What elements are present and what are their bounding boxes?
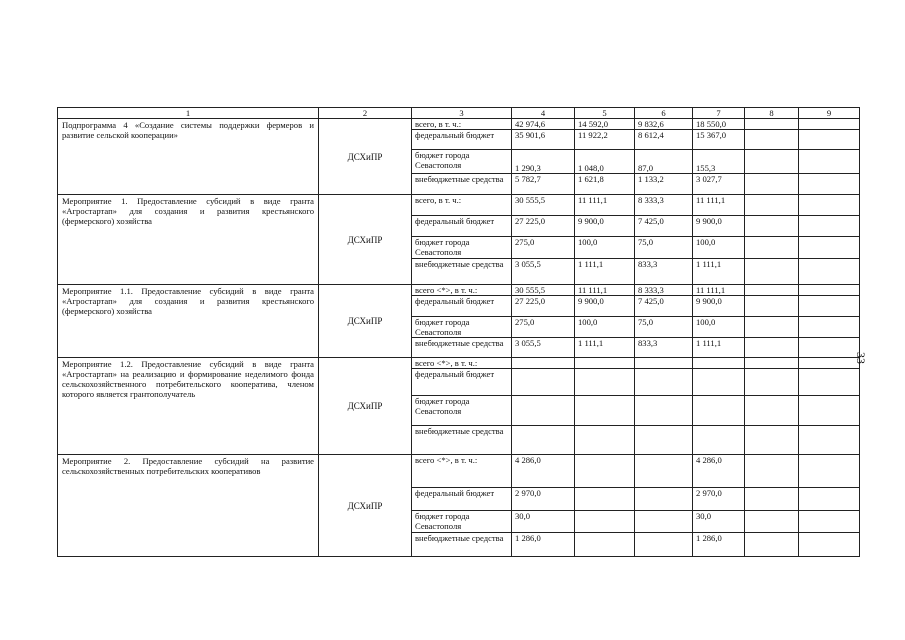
amount-cell (575, 358, 635, 369)
funding-source: федеральный бюджет (412, 130, 512, 150)
amount-cell (635, 533, 693, 557)
amount-cell (745, 150, 799, 174)
amount-cell (799, 317, 860, 338)
amount-cell: 30,0 (512, 511, 575, 533)
amount-cell: 3 055,5 (512, 259, 575, 285)
amount-cell: 30,0 (693, 511, 745, 533)
amount-cell: 14 592,0 (575, 119, 635, 130)
amount-cell (635, 488, 693, 511)
responsible-executor: ДСХиПР (319, 285, 412, 358)
amount-cell: 8 612,4 (635, 130, 693, 150)
amount-cell: 275,0 (512, 237, 575, 259)
table-row (58, 358, 860, 369)
amount-cell (745, 511, 799, 533)
funding-source: всего <*>, в т. ч.: (412, 455, 512, 488)
amount-cell: 11 111,1 (575, 195, 635, 216)
amount-cell: 5 782,7 (512, 174, 575, 195)
program-title: Мероприятие 1.1. Предоставление субсидий в виде гранта «Агростартап» для создания и развития крестьянского (фермерского) хозяйства (58, 285, 319, 358)
column-number: 6 (635, 108, 693, 119)
table-row (58, 119, 860, 130)
amount-cell (575, 511, 635, 533)
amount-cell (693, 396, 745, 426)
amount-cell (745, 119, 799, 130)
program-title: Мероприятие 2. Предоставление субсидий на развитие сельскохозяйственных потребительских кооперативов (58, 455, 319, 557)
amount-cell: 275,0 (512, 317, 575, 338)
amount-cell (799, 358, 860, 369)
amount-cell: 4 286,0 (512, 455, 575, 488)
amount-cell (745, 533, 799, 557)
amount-cell (799, 455, 860, 488)
amount-cell (512, 396, 575, 426)
amount-cell (799, 130, 860, 150)
amount-cell: 87,0 (635, 150, 693, 174)
funding-source: федеральный бюджет (412, 216, 512, 237)
amount-cell (635, 396, 693, 426)
amount-cell: 1 111,1 (693, 338, 745, 358)
funding-source: всего <*>, в т. ч.: (412, 285, 512, 296)
amount-cell: 30 555,5 (512, 195, 575, 216)
amount-cell (799, 285, 860, 296)
funding-source: всего <*>, в т. ч.: (412, 358, 512, 369)
amount-cell: 833,3 (635, 338, 693, 358)
responsible-executor: ДСХиПР (319, 455, 412, 557)
funding-source: федеральный бюджет (412, 369, 512, 396)
amount-cell: 4 286,0 (693, 455, 745, 488)
funding-source: бюджет города Севастополя (412, 237, 512, 259)
amount-cell (512, 369, 575, 396)
amount-cell (745, 174, 799, 195)
amount-cell (745, 216, 799, 237)
amount-cell (799, 174, 860, 195)
amount-cell: 1 286,0 (693, 533, 745, 557)
column-number: 2 (319, 108, 412, 119)
amount-cell: 75,0 (635, 237, 693, 259)
amount-cell: 9 832,6 (635, 119, 693, 130)
amount-cell: 1 111,1 (575, 338, 635, 358)
amount-cell: 9 900,0 (693, 216, 745, 237)
responsible-executor: ДСХиПР (319, 195, 412, 285)
amount-cell (693, 358, 745, 369)
amount-cell: 3 027,7 (693, 174, 745, 195)
amount-cell (745, 455, 799, 488)
column-number: 1 (58, 108, 319, 119)
amount-cell: 27 225,0 (512, 216, 575, 237)
amount-cell: 11 111,1 (693, 195, 745, 216)
amount-cell (635, 455, 693, 488)
amount-cell: 8 333,3 (635, 285, 693, 296)
funding-source: внебюджетные средства (412, 259, 512, 285)
amount-cell (799, 119, 860, 130)
amount-cell (575, 426, 635, 455)
amount-cell (635, 511, 693, 533)
amount-cell (745, 488, 799, 511)
column-number: 8 (745, 108, 799, 119)
amount-cell: 7 425,0 (635, 296, 693, 317)
amount-cell (799, 396, 860, 426)
funding-source: внебюджетные средства (412, 174, 512, 195)
amount-cell (693, 369, 745, 396)
amount-cell: 100,0 (693, 317, 745, 338)
amount-cell (745, 130, 799, 150)
amount-cell (799, 533, 860, 557)
funding-source: бюджет города Севастополя (412, 317, 512, 338)
amount-cell (799, 511, 860, 533)
amount-cell: 1 290,3 (512, 150, 575, 174)
amount-cell (745, 338, 799, 358)
funding-source: бюджет города Севастополя (412, 150, 512, 174)
amount-cell: 100,0 (575, 237, 635, 259)
responsible-executor: ДСХиПР (319, 358, 412, 455)
amount-cell (512, 426, 575, 455)
amount-cell (575, 455, 635, 488)
funding-source: бюджет города Севастополя (412, 511, 512, 533)
amount-cell: 18 550,0 (693, 119, 745, 130)
amount-cell: 100,0 (693, 237, 745, 259)
table-body (58, 108, 860, 557)
amount-cell: 1 048,0 (575, 150, 635, 174)
amount-cell (635, 426, 693, 455)
table-row (58, 195, 860, 216)
funding-source: федеральный бюджет (412, 488, 512, 511)
amount-cell (799, 237, 860, 259)
amount-cell: 11 111,1 (575, 285, 635, 296)
amount-cell (799, 296, 860, 317)
amount-cell (745, 285, 799, 296)
funding-source: бюджет города Севастополя (412, 396, 512, 426)
amount-cell (745, 195, 799, 216)
amount-cell (575, 488, 635, 511)
program-title: Мероприятие 1.2. Предоставление субсидий в виде гранта «Агростартап» на реализацию и формирование неделимого фонда сельскохозяйственного потребительского кооператива, членом которого является грантополучатель (58, 358, 319, 455)
amount-cell: 42 974,6 (512, 119, 575, 130)
column-number: 4 (512, 108, 575, 119)
amount-cell: 2 970,0 (693, 488, 745, 511)
amount-cell: 1 286,0 (512, 533, 575, 557)
responsible-executor: ДСХиПР (319, 119, 412, 195)
amount-cell (799, 150, 860, 174)
amount-cell (745, 317, 799, 338)
amount-cell (745, 396, 799, 426)
funding-source: внебюджетные средства (412, 338, 512, 358)
amount-cell: 1 111,1 (575, 259, 635, 285)
amount-cell: 2 970,0 (512, 488, 575, 511)
amount-cell: 1 621,8 (575, 174, 635, 195)
amount-cell (799, 259, 860, 285)
amount-cell: 30 555,5 (512, 285, 575, 296)
column-number: 3 (412, 108, 512, 119)
amount-cell (575, 396, 635, 426)
amount-cell: 833,3 (635, 259, 693, 285)
column-number: 7 (693, 108, 745, 119)
amount-cell (693, 426, 745, 455)
funding-source: всего, в т. ч.: (412, 195, 512, 216)
amount-cell (799, 369, 860, 396)
amount-cell (745, 296, 799, 317)
amount-cell (799, 488, 860, 511)
amount-cell: 15 367,0 (693, 130, 745, 150)
table-row (58, 455, 860, 488)
amount-cell (512, 358, 575, 369)
amount-cell (745, 369, 799, 396)
amount-cell: 27 225,0 (512, 296, 575, 317)
table-row (58, 285, 860, 296)
amount-cell (799, 216, 860, 237)
amount-cell: 1 111,1 (693, 259, 745, 285)
amount-cell (745, 358, 799, 369)
amount-cell (635, 358, 693, 369)
amount-cell (799, 195, 860, 216)
funding-source: внебюджетные средства (412, 533, 512, 557)
budget-table (57, 107, 860, 557)
amount-cell (745, 237, 799, 259)
funding-source: федеральный бюджет (412, 296, 512, 317)
amount-cell (575, 369, 635, 396)
amount-cell: 35 901,6 (512, 130, 575, 150)
amount-cell: 11 922,2 (575, 130, 635, 150)
amount-cell: 100,0 (575, 317, 635, 338)
amount-cell: 7 425,0 (635, 216, 693, 237)
program-title: Подпрограмма 4 «Создание системы поддержки фермеров и развитие сельской кооперации» (58, 119, 319, 195)
page-number: 33 (854, 352, 868, 364)
amount-cell: 155,3 (693, 150, 745, 174)
amount-cell (745, 259, 799, 285)
amount-cell (635, 369, 693, 396)
amount-cell: 1 133,2 (635, 174, 693, 195)
funding-source: внебюджетные средства (412, 426, 512, 455)
amount-cell: 8 333,3 (635, 195, 693, 216)
column-number: 5 (575, 108, 635, 119)
amount-cell: 75,0 (635, 317, 693, 338)
column-number: 9 (799, 108, 860, 119)
amount-cell: 3 055,5 (512, 338, 575, 358)
amount-cell (799, 338, 860, 358)
program-title: Мероприятие 1. Предоставление субсидий в виде гранта «Агростартап» для создания и развития крестьянского (фермерского) хозяйства (58, 195, 319, 285)
amount-cell: 11 111,1 (693, 285, 745, 296)
amount-cell (745, 426, 799, 455)
funding-source: всего, в т. ч.: (412, 119, 512, 130)
amount-cell (575, 533, 635, 557)
amount-cell: 9 900,0 (693, 296, 745, 317)
amount-cell: 9 900,0 (575, 216, 635, 237)
amount-cell: 9 900,0 (575, 296, 635, 317)
column-number-row (58, 108, 860, 119)
amount-cell (799, 426, 860, 455)
